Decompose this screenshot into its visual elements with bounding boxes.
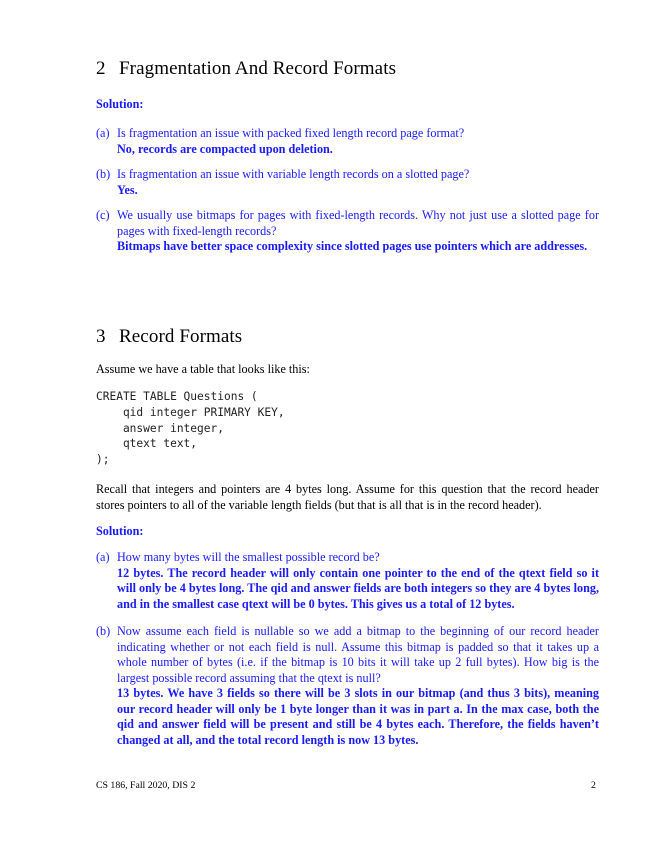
section-3-solution-label: Solution: — [96, 524, 144, 538]
section-3-question-a — [96, 550, 599, 612]
question-text: How many bytes will the smallest possible record be? — [117, 550, 380, 564]
answer-text: 13 bytes. We have 3 fields so there will be 3 slots in our bitmap (and thus 3 bits), meaning our record header will only be 1 byte longer than it was in part a. In the max case, both the qid and answer field will be present and still be 4 bytes each. Therefore, the fields haven’t changed at all, and the total record length is now 13 bytes. — [117, 686, 599, 747]
question-text: Is fragmentation an issue with packed fixed length record page format? — [117, 126, 465, 140]
section-3-intro: Assume we have a table that looks like this: — [96, 362, 310, 376]
section-3-question-b — [96, 624, 599, 748]
section-2-solution-label: Solution: — [96, 97, 144, 111]
question-label: (b) — [96, 624, 111, 638]
footer-course: CS 186, Fall 2020, DIS 2 — [96, 780, 196, 791]
sql-code-block: CREATE TABLE Questions ( qid integer PRIMARY KEY, answer integer, qtext text, ); — [96, 390, 285, 467]
answer-text: No, records are compacted upon deletion. — [117, 141, 333, 156]
section-2-heading — [96, 58, 396, 80]
section-3-heading — [96, 326, 242, 348]
section-3-number: 3 — [96, 326, 106, 347]
section-2-title: Fragmentation And Record Formats — [119, 58, 397, 79]
section-2-question-c — [96, 208, 599, 255]
answer-text: 12 bytes. The record header will only contain one pointer to the end of the qtext field so it will only be 4 bytes long. The qid and answer fields are both integers so they are 4 bytes long, and in the smallest case qtext will be 0 bytes. This gives us a total of 12 bytes. — [117, 565, 599, 611]
section-3-title: Record Formats — [119, 326, 243, 347]
question-text: We usually use bitmaps for pages with fixed-length records. Why not just use a slotted page for pages with fixed-length records? — [117, 208, 599, 238]
answer-text: Bitmaps have better space complexity since slotted pages use pointers which are addresses. — [117, 239, 588, 253]
question-label: (c) — [96, 208, 110, 222]
section-2-question-b — [96, 167, 599, 198]
question-text: Is fragmentation an issue with variable length records on a slotted page? — [117, 167, 470, 181]
question-label: (b) — [96, 167, 111, 181]
question-label: (a) — [96, 550, 110, 564]
section-2-question-a — [96, 126, 599, 157]
answer-text: Yes. — [117, 182, 138, 197]
section-2-number: 2 — [96, 58, 106, 79]
section-3-recall: Recall that integers and pointers are 4 bytes long. Assume for this question that the record header stores pointers to all of the variable length fields (but that is all that is in the record header). — [96, 482, 599, 512]
question-text: Now assume each field is nullable so we add a bitmap to the beginning of our record header indicating whether or not each field is null. Assume this bitmap is padded so that it takes up a whole number of bytes (i.e. if the bitmap is 10 bits it will take up 2 full bytes). How big is the largest possible record assuming that the qtext is null? — [117, 624, 599, 685]
question-label: (a) — [96, 126, 110, 140]
footer-page-number: 2 — [591, 780, 596, 791]
